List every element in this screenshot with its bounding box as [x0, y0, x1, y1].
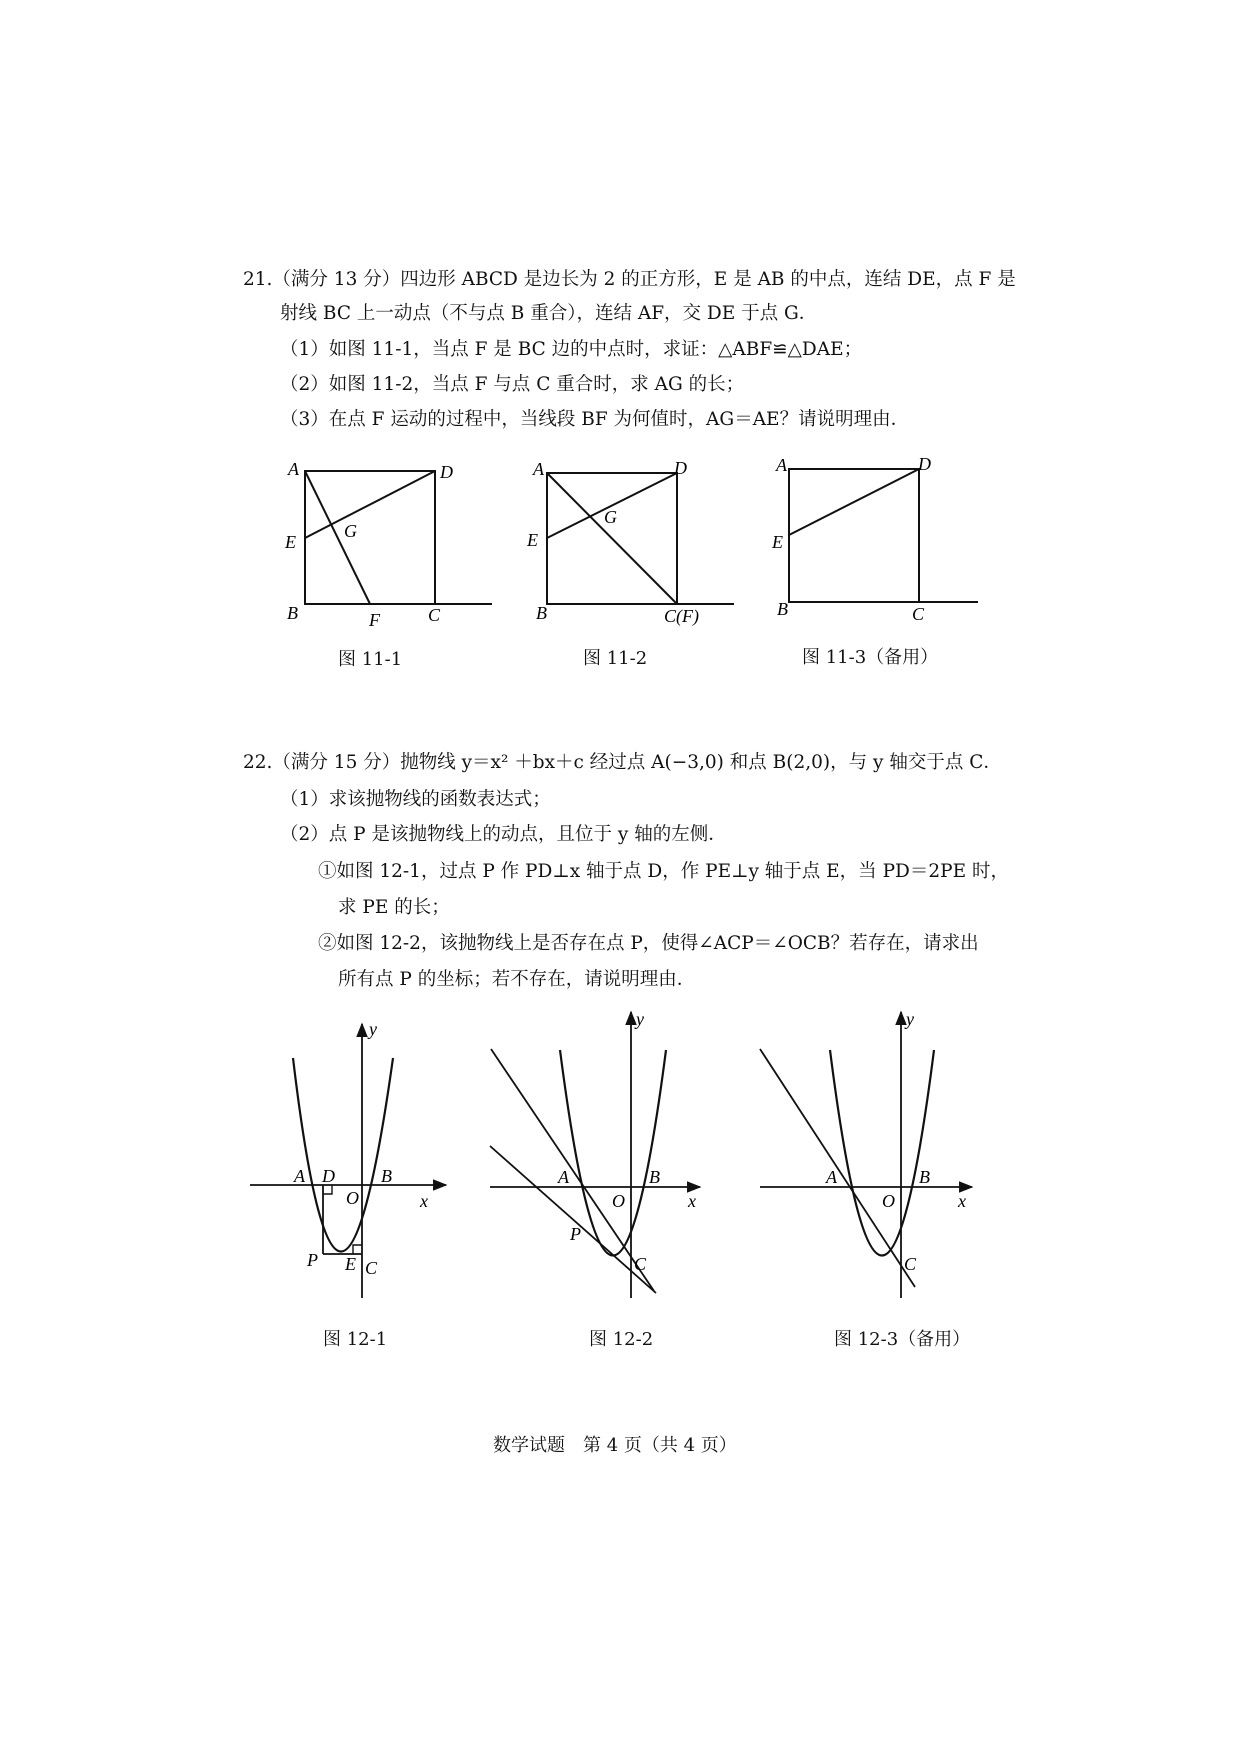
label-b: B [919, 1167, 930, 1187]
q22-part1: （1）求该抛物线的函数表达式； [280, 789, 551, 810]
caption-11-1: 图 11-1 [338, 649, 403, 670]
q21-part1: （1）如图 11-1，当点 F 是 BC 边的中点时，求证：△ABF≌△DAE； [280, 339, 863, 360]
label-d: D [322, 1166, 335, 1186]
caption-12-1: 图 12-1 [323, 1329, 388, 1350]
label-cf: C(F) [664, 606, 699, 626]
figure-11-2 [520, 455, 750, 655]
label-p: P [307, 1250, 318, 1270]
label-x: x [958, 1191, 966, 1211]
label-b: B [649, 1167, 660, 1187]
label-x: x [688, 1191, 696, 1211]
figure-11-3 [765, 450, 985, 650]
caption-11-2: 图 11-2 [583, 648, 648, 669]
figure-12-2 [480, 1000, 710, 1315]
label-a: A [294, 1166, 305, 1186]
line-ac [760, 1049, 915, 1287]
right-angle-d [323, 1185, 332, 1194]
segment-de [789, 469, 919, 535]
label-b: B [287, 603, 298, 623]
label-d: D [440, 462, 453, 482]
q22-line1: 22.（满分 15 分）抛物线 y＝x² ＋bx＋c 经过点 A(−3,0) 和点 B(2,0)，与 y 轴交于点 C． [243, 752, 1002, 773]
label-d: D [674, 458, 687, 478]
figure-12-1 [245, 1010, 455, 1315]
q21-line1: 21.（满分 13 分）四边形 ABCD 是边长为 2 的正方形，E 是 AB 的中点，连结 DE，点 F 是 [243, 269, 1016, 290]
label-a: A [533, 459, 544, 479]
figure-12-3 [750, 1000, 980, 1315]
label-o: O [882, 1191, 895, 1211]
q21-part3: （3）在点 F 运动的过程中，当线段 BF 为何值时，AG＝AE？请说明理由． [280, 409, 910, 430]
label-e: E [772, 532, 783, 552]
label-e: E [285, 532, 296, 552]
label-c: C [634, 1254, 647, 1274]
label-p: P [570, 1224, 581, 1244]
label-a: A [826, 1167, 837, 1187]
label-b: B [777, 599, 788, 619]
figure-11-1 [270, 455, 500, 655]
label-c: C [428, 605, 441, 625]
label-a: A [776, 455, 787, 475]
right-angle-e [353, 1245, 362, 1254]
caption-12-2: 图 12-2 [589, 1329, 654, 1350]
label-o: O [346, 1188, 359, 1208]
label-x: x [420, 1191, 428, 1211]
label-b: B [536, 603, 547, 623]
label-g: G [344, 521, 357, 541]
label-e: E [527, 530, 538, 550]
label-b: B [381, 1166, 392, 1186]
label-d: D [918, 454, 931, 474]
square-abcd [789, 469, 919, 602]
label-e: E [345, 1254, 356, 1274]
label-f: F [369, 610, 380, 630]
label-a: A [558, 1167, 569, 1187]
caption-12-3: 图 12-3（备用） [834, 1329, 971, 1350]
label-c: C [912, 604, 925, 624]
q21-line2: 射线 BC 上一动点（不与点 B 重合），连结 AF，交 DE 于点 G． [280, 303, 818, 324]
label-y: y [906, 1009, 914, 1029]
q21-part2: （2）如图 11-2，当点 F 与点 C 重合时，求 AG 的长； [280, 374, 745, 395]
segment-af [305, 471, 370, 604]
label-g: G [604, 507, 617, 527]
q22-sub2a: ②如图 12-2，该抛物线上是否存在点 P，使得∠ACP＝∠OCB？若存在，请求出 [318, 933, 979, 954]
segment-de [547, 473, 677, 538]
q22-sub1b: 求 PE 的长； [338, 897, 450, 918]
page-footer: 数学试题 第 4 页（共 4 页） [493, 1435, 737, 1456]
square-abcd [305, 471, 435, 604]
label-o: O [612, 1191, 625, 1211]
label-c: C [365, 1258, 378, 1278]
label-a: A [288, 459, 299, 479]
label-y: y [636, 1009, 644, 1029]
label-y: y [369, 1019, 377, 1039]
caption-11-3: 图 11-3（备用） [802, 647, 939, 668]
segment-de [305, 471, 435, 538]
q22-sub1a: ①如图 12-1，过点 P 作 PD⊥x 轴于点 D，作 PE⊥y 轴于点 E，当 PD＝2PE 时， [318, 861, 1009, 882]
line-ac [491, 1049, 654, 1291]
q22-part2: （2）点 P 是该抛物线上的动点，且位于 y 轴的左侧． [280, 824, 727, 845]
parabola [830, 1050, 934, 1256]
label-c: C [904, 1254, 917, 1274]
segment-ac [547, 473, 677, 604]
q22-sub2b: 所有点 P 的坐标；若不存在，请说明理由． [338, 969, 696, 990]
parabola [293, 1058, 393, 1252]
